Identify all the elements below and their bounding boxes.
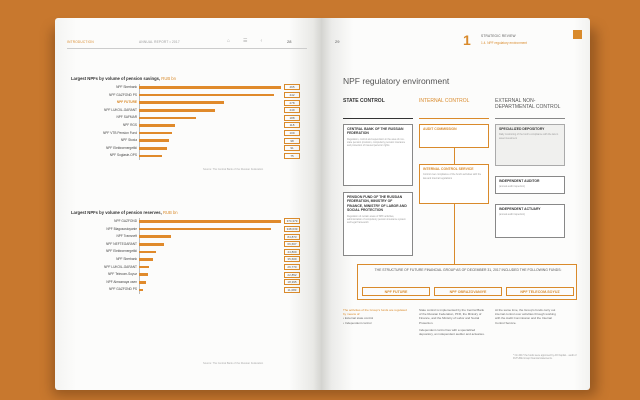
chart-bar <box>139 155 162 158</box>
chart-row-label: NPF GAZFOND <box>114 219 137 223</box>
chart-row <box>71 256 311 263</box>
chart-bar <box>139 258 153 261</box>
contents-icon[interactable]: ☰ <box>243 38 248 44</box>
back-icon[interactable]: ‹ <box>260 38 263 44</box>
chart-row-label: NPF LUKOIL-GARANT <box>104 107 137 112</box>
chart1-unit: RUB bn <box>161 76 176 81</box>
chart-row-label: NPF RGS <box>122 123 137 127</box>
auditor-title: INDEPENDENT AUDITOR <box>499 179 540 183</box>
footnote: * On 2017 the funds were approved by AO Kapital... audit of FUTURE Group financial statements. <box>513 354 577 361</box>
brand-logo-icon <box>573 30 582 39</box>
chart2-title-text: Largest NPFs by volume of pension reserves, <box>71 210 162 215</box>
chart-row-label: NPF GAZFOND PS <box>109 287 137 292</box>
chart-value-label: 278 <box>284 100 300 106</box>
chart-bar <box>139 147 167 150</box>
chart-bar <box>139 251 156 254</box>
section-number: 1 <box>463 32 471 48</box>
chart-value-label: 84,873 <box>284 234 300 240</box>
chart-value-label: 35,609 <box>284 256 300 262</box>
chart-row-label: NPF Almaznaya osen <box>106 279 137 284</box>
note-regulation <box>343 308 409 325</box>
chart-value-label: 118 <box>284 122 300 128</box>
section-title: STRATEGIC REVIEW <box>481 34 516 38</box>
page-number-right: 29 <box>335 39 340 44</box>
internal-service-box <box>419 164 489 204</box>
note-state-control-text: State control is implemented by the Central Bank of the Russian Federation, PFR, the Ministry of Finance, and the Ministry of Labor and Social Protection. <box>419 308 485 325</box>
chart-row-label: NPF Stoxia <box>120 138 137 143</box>
chart-bar <box>139 132 172 135</box>
note-internal-control: At the same time, the Group's funds carry out internal control over activities through working with the Audit Commission and the Internal Control Service. <box>495 308 556 325</box>
chart-row-label: NPF GAZFOND PS <box>109 92 137 97</box>
chart-row <box>71 241 311 248</box>
state-control-heading: STATE CONTROL <box>343 98 385 104</box>
internal-connector <box>454 148 455 164</box>
chart-bar <box>139 124 175 127</box>
nav-icons <box>227 38 262 44</box>
chart-bar <box>139 281 146 284</box>
actuary-box <box>495 204 565 238</box>
note-item-independent: • Independent control <box>343 320 372 325</box>
internal-to-funds-connector <box>454 204 455 264</box>
depository-box <box>495 124 565 166</box>
chart2-source: Source: The Central Bank of the Russian Federation <box>203 362 264 365</box>
chart-row <box>71 264 311 271</box>
right-page <box>321 18 590 390</box>
chart-row-label: NPF Telecom-Soyuz <box>108 272 137 277</box>
group-structure-header: THE STRUCTURE OF FUTURE FINANCIAL GROUP AS OF DECEMBER 31, 2017 INCLUDED THE FOLLOWING FUNDS: <box>374 268 562 272</box>
header-divider <box>67 48 307 49</box>
chart-bar <box>139 235 171 238</box>
internal-divider <box>419 118 489 119</box>
chart-value-label: 11,083 <box>284 287 300 293</box>
chart-bar <box>139 220 281 223</box>
section-subtitle: 1.4. NPF regulatory environment <box>481 41 528 45</box>
chart-bar <box>139 109 215 112</box>
chart-row <box>71 279 311 286</box>
central-bank-title: CENTRAL BANK OF THE RUSSIAN FEDERATION <box>347 127 404 136</box>
chart-row-label: NPF Sberbank <box>116 85 137 89</box>
chart-bar <box>139 273 148 276</box>
chart-value-label: 249 <box>284 107 300 113</box>
central-bank-desc: Regulation, control and supervision in the area of non-state pension provision, compulsory pension insurance and protection of insured persons' rights <box>347 137 406 148</box>
left-page <box>55 18 321 390</box>
chart2-title <box>71 210 178 215</box>
chart-value-label: 374,379 <box>284 218 300 224</box>
chart-value-label: 44,809 <box>284 249 300 255</box>
page-title: NPF regulatory environment <box>343 76 450 86</box>
chart-row-label: NPF Soglasie-OPS <box>109 153 137 158</box>
state-divider <box>343 118 413 119</box>
chart1-source: Source: The Central Bank of the Russian Federation <box>203 168 264 171</box>
chart-value-label: 109 <box>284 130 300 136</box>
home-icon[interactable]: ⌂ <box>227 38 231 44</box>
chart-value-label: 26,770 <box>284 264 300 270</box>
auditor-box <box>495 176 565 194</box>
chart-bar <box>139 94 274 97</box>
audit-commission-title: AUDIT COMMISSION <box>423 127 457 131</box>
chart2 <box>71 218 311 294</box>
external-control-heading: EXTERNAL NON-DEPARTMENTAL CONTROL <box>495 98 561 110</box>
group-structure-box <box>357 264 577 300</box>
chart-row <box>71 286 311 293</box>
note-item-external: • External state control <box>343 316 374 321</box>
chart-row <box>71 130 311 137</box>
chart-row-label: NPF Elektroenergetiki <box>105 145 137 150</box>
chart-bar <box>139 117 196 120</box>
chart-value-label: 188 <box>284 115 300 121</box>
chart-row-label: NPF LUKOIL-GARANT <box>104 264 137 269</box>
chart1-title-text: Largest NPFs by volume of pension savings, <box>71 76 161 81</box>
open-annual-report <box>55 18 590 390</box>
internal-service-desc: Control over compliance of the fund's activities with the law and internal regulations <box>423 173 482 180</box>
fund-telecom-soyuz: NPF TELECOM-SOYUZ <box>506 287 574 296</box>
chart-row-label: NPF NEFTEGARANT <box>106 241 137 246</box>
chart-row <box>71 226 311 233</box>
chart-bar <box>139 101 224 104</box>
chart-value-label: 18,395 <box>284 279 300 285</box>
chart-row <box>71 152 311 159</box>
chart-row <box>71 271 311 278</box>
chart-row <box>71 99 311 106</box>
chart-row-label: NPF Sberbank <box>116 257 137 261</box>
chart-row-label: NPF Elektroenergetiki <box>105 249 137 254</box>
actuary-title: INDEPENDENT ACTUARY <box>499 207 541 211</box>
chart-value-label: 75 <box>284 153 300 159</box>
fund-future: NPF FUTURE <box>362 287 430 296</box>
chart-value-label: 98 <box>284 138 300 144</box>
chart-bar <box>139 139 169 142</box>
internal-control-heading: INTERNAL CONTROL <box>419 98 470 104</box>
chart-row <box>71 114 311 121</box>
audit-commission-box <box>419 124 489 148</box>
chart-bar <box>139 86 281 89</box>
chart-row <box>71 92 311 99</box>
page-number-left: 28 <box>287 39 292 44</box>
actuary-desc: (annual audit inspection) <box>499 213 526 217</box>
chart-row <box>71 122 311 129</box>
pension-fund-title: PENSION FUND OF THE RUSSIAN FEDERATION, MINISTRY OF FINANCE, MINISTRY OF LABOR AND SOCIAL PROTECTION <box>347 195 407 213</box>
depository-desc: Daily monitoring of the fund's compliance with the law in asset investment <box>499 133 559 140</box>
chart-row <box>71 233 311 240</box>
chart-row <box>71 84 311 91</box>
note-independent-text: Independent control lies with a specialized depository, an independent auditor and actuaries. <box>419 327 485 337</box>
external-divider <box>495 118 565 119</box>
chart-value-label: 66,667 <box>284 241 300 247</box>
chart-row-label: NPF Transneft <box>116 234 137 239</box>
chart-row <box>71 218 311 225</box>
chart-row-label: NPF FUTURE <box>116 100 137 105</box>
fund-obrazovaniye: NPF OBRAZOVANIYE <box>434 287 502 296</box>
chart-row <box>71 248 311 255</box>
chart-row-label: NPF Blagosostoyanie <box>106 226 137 231</box>
pension-fund-box <box>343 192 413 256</box>
note-state-control <box>419 308 485 336</box>
auditor-desc: (annual audit inspection) <box>499 185 526 189</box>
chart-row <box>71 145 311 152</box>
chart-row <box>71 137 311 144</box>
chart-row-label: NPF SAFMAR <box>116 115 137 120</box>
chart-row-label: NPF VTB Pension Fund <box>102 130 137 135</box>
internal-service-title: INTERNAL CONTROL SERVICE <box>423 167 474 171</box>
chart-bar <box>139 243 164 246</box>
central-bank-box <box>343 124 413 186</box>
chart-bar <box>139 289 143 292</box>
chart1 <box>71 84 311 160</box>
pension-fund-desc: Regulation of certain areas of NPF activities, administration of compulsory pension insurance system and legal framework <box>347 214 406 225</box>
header-report: ANNUAL REPORT • 2017 <box>139 40 180 44</box>
chart-value-label: 465 <box>284 84 300 90</box>
chart-value-label: 348,639 <box>284 226 300 232</box>
note-regulation-head: The activities of the Group's funds are regulated by means of: <box>343 308 407 317</box>
chart-row <box>71 107 311 114</box>
depository-title: SPECIALIZED DEPOSITORY <box>499 127 545 131</box>
chart-bar <box>139 228 271 231</box>
chart-value-label: 442 <box>284 92 300 98</box>
header-section: INTRODUCTION <box>67 40 94 44</box>
chart-value-label: 91 <box>284 145 300 151</box>
chart1-title <box>71 76 176 81</box>
chart-value-label: 22,852 <box>284 272 300 278</box>
chart2-unit: RUB bn <box>162 210 178 215</box>
chart-bar <box>139 266 149 269</box>
